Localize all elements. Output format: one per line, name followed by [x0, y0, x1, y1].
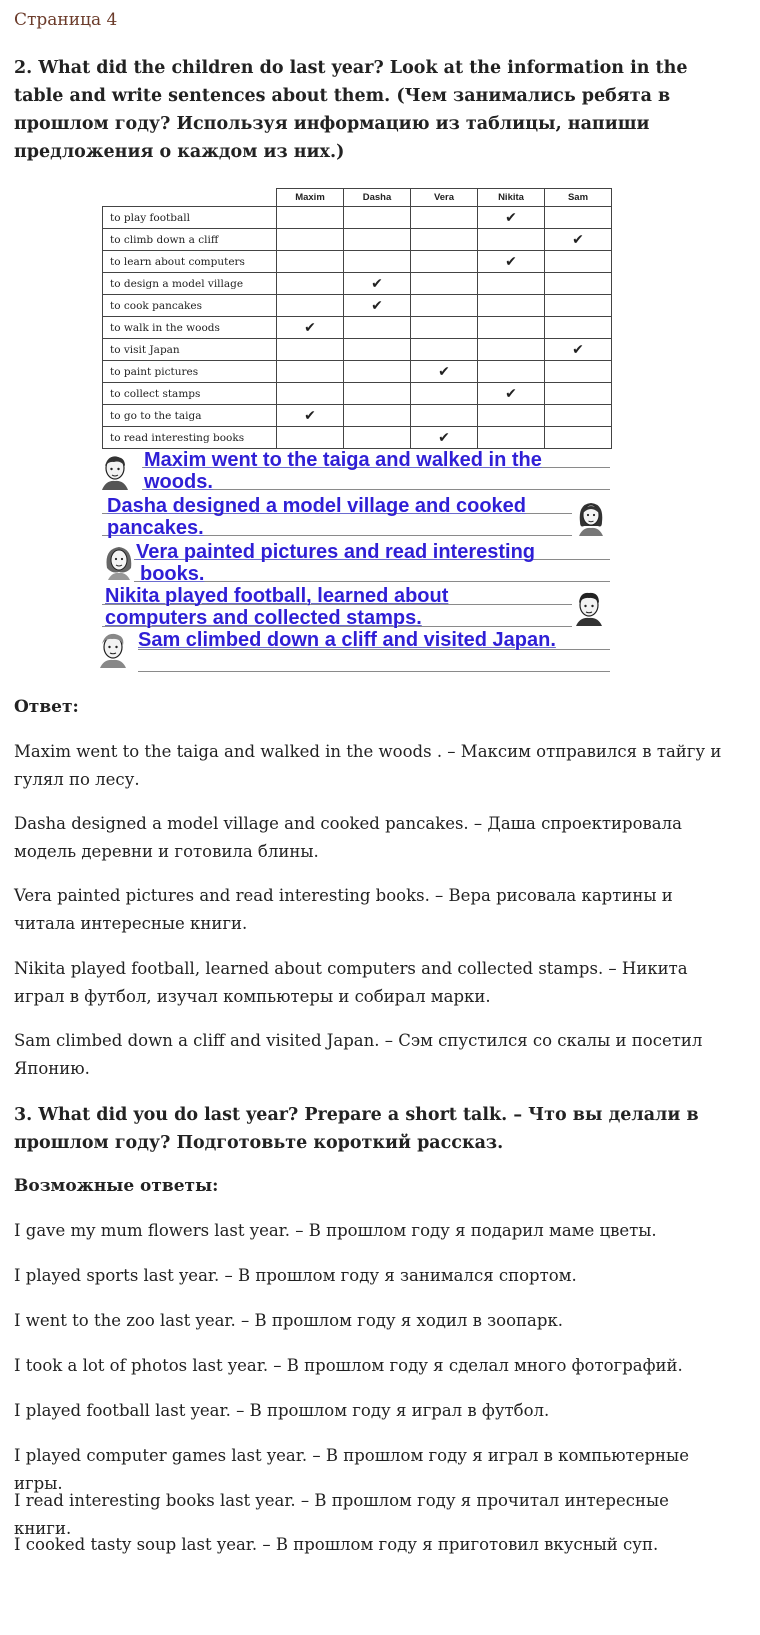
possible-answer: I cooked tasty soup last year. – В прошлом году я приготовил вкусный суп.: [14, 1535, 659, 1554]
table-corner: [103, 189, 277, 207]
mark-cell: [277, 229, 344, 251]
check-icon: ✔: [304, 319, 316, 336]
table-row: [103, 339, 612, 361]
answer-paragraph: Sam climbed down a cliff and visited Japan. – Сэм спустился со скалы и посетил Японию.: [14, 1031, 703, 1078]
mark-cell: [545, 295, 612, 317]
possible-answer: I played computer games last year. – В прошлом году я играл в компьютерные игры.: [14, 1446, 689, 1493]
mark-cell: [478, 251, 545, 273]
check-icon: ✔: [505, 253, 517, 270]
table-row: [103, 427, 612, 449]
sam-portrait-icon: [98, 632, 128, 668]
check-icon: ✔: [438, 363, 450, 380]
activity-cell: to paint pictures: [103, 361, 277, 383]
mark-cell: [478, 273, 545, 295]
activity-cell: to cook pancakes: [103, 295, 277, 317]
table-body: [103, 207, 612, 449]
mark-cell: [545, 229, 612, 251]
worksheet-image: [98, 186, 618, 676]
mark-cell: [277, 317, 344, 339]
mark-cell: [344, 251, 411, 273]
possible-answer: I played football last year. – В прошлом году я играл в футбол.: [14, 1401, 550, 1420]
check-icon: ✔: [371, 297, 383, 314]
activity-cell: to read interesting books: [103, 427, 277, 449]
table-row: [103, 207, 612, 229]
dasha-portrait-icon: [576, 500, 606, 536]
mark-cell: [277, 427, 344, 449]
table-row: [103, 229, 612, 251]
vera-portrait-icon: [104, 544, 134, 580]
mark-cell: [277, 207, 344, 229]
mark-cell: [277, 251, 344, 273]
handwritten-nikita: Nikita played football, learned about computers and collected stamps.: [105, 585, 449, 629]
handwritten-sam: Sam climbed down a cliff and visited Japan.: [138, 629, 556, 651]
mark-cell: [411, 229, 478, 251]
mark-cell: [545, 405, 612, 427]
nikita-portrait-icon: [574, 590, 604, 626]
mark-cell: [545, 251, 612, 273]
activity-cell: to design a model village: [103, 273, 277, 295]
table-row: [103, 251, 612, 273]
mark-cell: [545, 317, 612, 339]
activity-table: [102, 188, 612, 449]
mark-cell: [277, 295, 344, 317]
column-header: Sam: [545, 189, 612, 207]
check-icon: ✔: [505, 385, 517, 402]
answer-paragraph: Maxim went to the taiga and walked in the woods . – Максим отправился в тайгу и гулял по лесу.: [14, 742, 722, 789]
answer-paragraph: Nikita played football, learned about computers and collected stamps. – Никита играл в футбол, изучал компьютеры и собирал марки.: [14, 959, 688, 1006]
maxim-portrait-icon: [100, 454, 130, 490]
activity-cell: to go to the taiga: [103, 405, 277, 427]
mark-cell: [277, 339, 344, 361]
mark-cell: [411, 295, 478, 317]
mark-cell: [545, 427, 612, 449]
mark-cell: [411, 383, 478, 405]
activity-cell: to visit Japan: [103, 339, 277, 361]
table-row: [103, 273, 612, 295]
mark-cell: [277, 405, 344, 427]
mark-cell: [344, 273, 411, 295]
check-icon: ✔: [505, 209, 517, 226]
possible-answer: I took a lot of photos last year. – В прошлом году я сделал много фотографий.: [14, 1356, 683, 1375]
mark-cell: [545, 361, 612, 383]
activity-cell: to play football: [103, 207, 277, 229]
column-header: Vera: [411, 189, 478, 207]
table-row: [103, 361, 612, 383]
check-icon: ✔: [304, 407, 316, 424]
table-header-row: [103, 189, 612, 207]
task3-title: 3. What did you do last year? Prepare a short talk. – Что вы делали в прошлом году? Подготовьте короткий рассказ.: [14, 1105, 699, 1153]
mark-cell: [478, 339, 545, 361]
column-header: Maxim: [277, 189, 344, 207]
mark-cell: [344, 295, 411, 317]
check-icon: ✔: [438, 429, 450, 446]
mark-cell: [411, 317, 478, 339]
possible-answers-heading: Возможные ответы:: [14, 1176, 219, 1196]
mark-cell: [478, 405, 545, 427]
table-row: [103, 405, 612, 427]
table-row: [103, 383, 612, 405]
mark-cell: [344, 427, 411, 449]
page-label: Страница 4: [14, 10, 118, 30]
mark-cell: [478, 361, 545, 383]
mark-cell: [411, 339, 478, 361]
writing-line: [138, 671, 610, 672]
table-row: [103, 317, 612, 339]
activity-cell: to climb down a cliff: [103, 229, 277, 251]
check-icon: ✔: [572, 231, 584, 248]
mark-cell: [478, 383, 545, 405]
check-icon: ✔: [572, 341, 584, 358]
mark-cell: [411, 207, 478, 229]
answer-paragraph: Dasha designed a model village and cooked pancakes. – Даша спроектировала модель деревни и готовила блины.: [14, 814, 682, 861]
answer-heading: Ответ:: [14, 697, 79, 717]
handwritten-dasha: Dasha designed a model village and cooked pancakes.: [107, 495, 527, 539]
check-icon: ✔: [371, 275, 383, 292]
column-header: Nikita: [478, 189, 545, 207]
handwritten-vera: Vera painted pictures and read interesting books.: [136, 541, 536, 585]
handwritten-maxim: Maxim went to the taiga and walked in the woods.: [144, 449, 542, 493]
mark-cell: [411, 273, 478, 295]
possible-answer: I played sports last year. – В прошлом году я занимался спортом.: [14, 1266, 577, 1285]
mark-cell: [344, 383, 411, 405]
mark-cell: [344, 317, 411, 339]
answer-paragraph: Vera painted pictures and read interesting books. – Вера рисовала картины и читала интересные книги.: [14, 886, 673, 933]
possible-answer: I went to the zoo last year. – В прошлом году я ходил в зоопарк.: [14, 1311, 563, 1330]
mark-cell: [478, 229, 545, 251]
mark-cell: [545, 383, 612, 405]
activity-cell: to collect stamps: [103, 383, 277, 405]
mark-cell: [277, 361, 344, 383]
column-header: Dasha: [344, 189, 411, 207]
mark-cell: [478, 295, 545, 317]
mark-cell: [277, 383, 344, 405]
mark-cell: [478, 427, 545, 449]
mark-cell: [344, 229, 411, 251]
possible-answer: I gave my mum flowers last year. – В прошлом году я подарил маме цветы.: [14, 1221, 657, 1240]
table-row: [103, 295, 612, 317]
mark-cell: [478, 317, 545, 339]
mark-cell: [545, 207, 612, 229]
mark-cell: [344, 207, 411, 229]
mark-cell: [478, 207, 545, 229]
mark-cell: [411, 427, 478, 449]
mark-cell: [411, 361, 478, 383]
mark-cell: [344, 405, 411, 427]
activity-cell: to walk in the woods: [103, 317, 277, 339]
mark-cell: [411, 251, 478, 273]
mark-cell: [277, 273, 344, 295]
mark-cell: [545, 339, 612, 361]
mark-cell: [344, 339, 411, 361]
possible-answer: I read interesting books last year. – В прошлом году я прочитал интересные книги.: [14, 1491, 669, 1538]
task2-title: 2. What did the children do last year? Look at the information in the table and write sentences about them. (Чем занимались ребята в прошлом году? Используя информацию из таблицы, напиши предложения о каждом из них.): [14, 58, 688, 162]
mark-cell: [344, 361, 411, 383]
activity-cell: to learn about computers: [103, 251, 277, 273]
mark-cell: [545, 273, 612, 295]
mark-cell: [411, 405, 478, 427]
